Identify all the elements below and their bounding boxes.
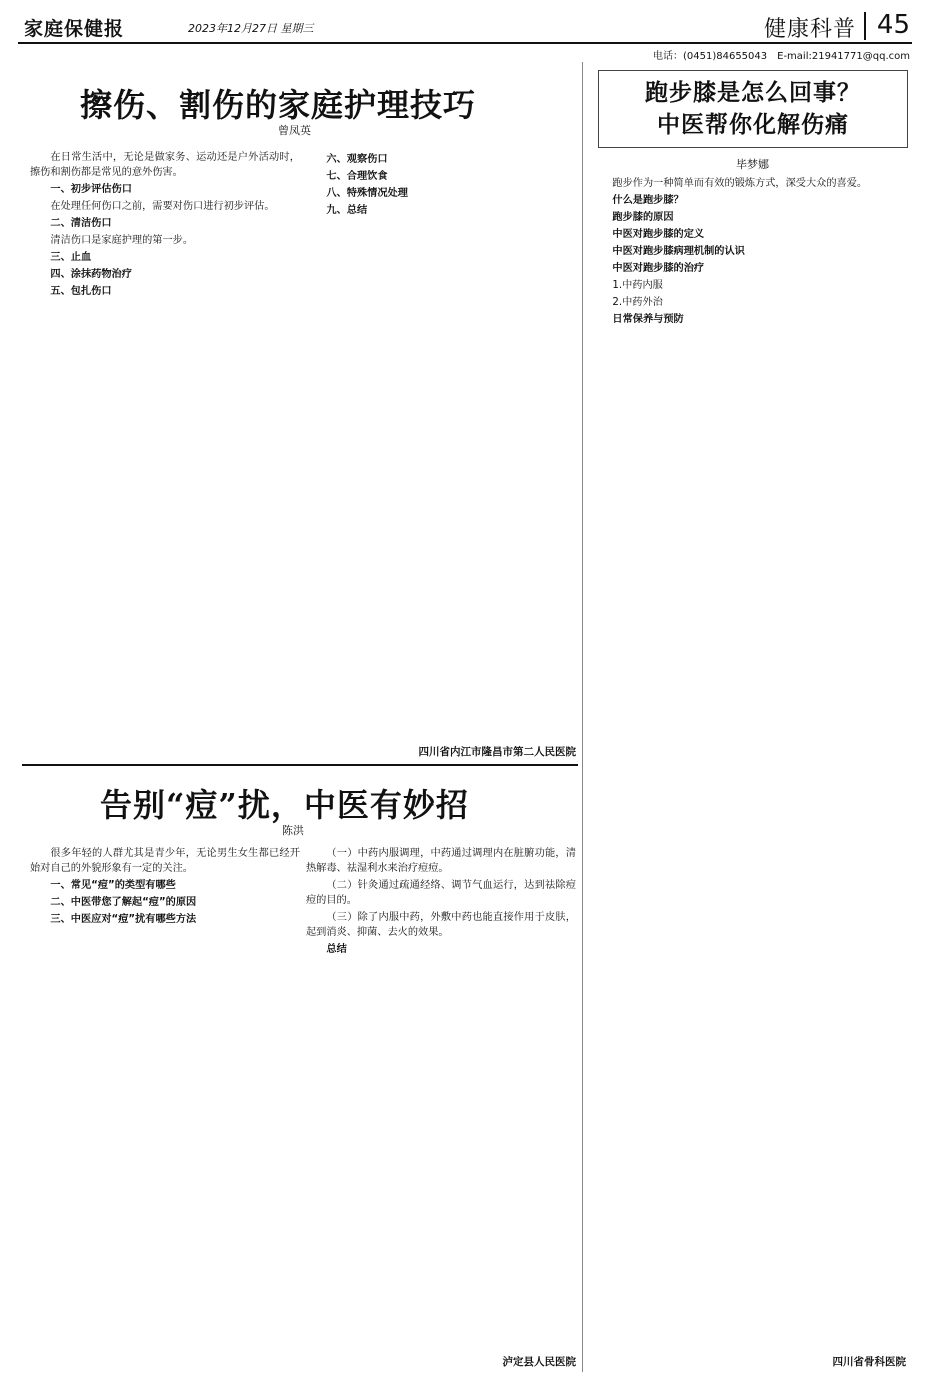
paragraph: 1.中药内服 [612,280,663,291]
paragraph: 清洁伤口是家庭护理的第一步。 [50,235,194,246]
masthead-divider [864,12,866,40]
article1-affiliation: 四川省内江市隆昌市第二人民医院 [418,746,576,758]
article2-affiliation: 泸定县人民医院 [502,1356,576,1368]
section-heading: 日常保养与预防 [612,314,684,325]
contact-info: 电话：(0451)84655043 E-mail:21941771@qq.com [652,51,910,62]
article1-column-1 [30,150,300,730]
section-heading: 六、观察伤口 [326,154,388,165]
article3-author: 毕梦娜 [736,158,769,171]
paragraph: （三）除了内服中药，外敷中药也能直接作用于皮肤，起到消炎、抑菌、去火的效果。 [306,912,576,938]
section-name: 健康科普 [763,17,856,42]
section-heading: 八、特殊情况处理 [326,188,408,199]
article1-title: 擦伤、割伤的家庭护理技巧 [80,86,477,124]
section-heading: 二、中医带您了解起“痘”的原因 [50,897,197,908]
section-heading: 跑步膝的原因 [612,212,674,223]
article2-title: 告别“痘”扰，中医有妙招 [100,786,469,824]
article2-column-1 [30,846,300,1366]
section-heading: 九、总结 [326,205,368,216]
paragraph: （二）针灸通过疏通经络、调节气血运行，达到祛除痘痘的目的。 [306,880,576,906]
section-heading: 一、常见“痘”的类型有哪些 [50,880,176,891]
article2-author: 陈洪 [282,824,304,837]
article2-column-2 [306,846,576,1346]
section-heading: 二、清洁伤口 [50,218,112,229]
article3-affiliation: 四川省骨科医院 [832,1356,906,1368]
paragraph: 在处理任何伤口之前，需要对伤口进行初步评估。 [50,201,275,212]
paragraph: 2.中药外治 [612,297,663,308]
section-heading: 中医对跑步膝的定义 [612,229,705,240]
section-heading: 七、合理饮食 [326,171,388,182]
paragraph: 很多年轻的人群尤其是青少年，无论男生女生都已经开始对自己的外貌形象有一定的关注。 [30,848,300,874]
section-heading: 什么是跑步膝？ [612,195,684,206]
section-heading: 中医对跑步膝的治疗 [612,263,705,274]
article1-author: 曾凤英 [278,124,311,137]
section-heading: 四、涂抹药物治疗 [50,269,132,280]
section-heading: 一、初步评估伤口 [50,184,132,195]
paragraph: 在日常生活中，无论是做家务、运动还是户外活动时，擦伤和割伤都是常见的意外伤害。 [30,152,300,178]
article1-column-2 [306,150,576,730]
paragraph: （一）中药内服调理，中药通过调理内在脏腑功能，清热解毒、祛湿利水来治疗痘痘。 [306,848,576,874]
section-heading: 总结 [326,944,347,955]
article3-body [592,176,910,1346]
masthead [18,10,912,44]
section-heading: 三、中医应对“痘”扰有哪些方法 [50,914,197,925]
paper-name: 家庭保健报 [24,18,125,40]
article3-title-line2: 中医帮你化解伤痛 [657,111,849,138]
issue-date: 2023年12月27日 星期三 [188,22,314,35]
column-rule [582,62,583,1372]
section-heading: 三、止血 [50,252,92,263]
paragraph: 跑步作为一种简单而有效的锻炼方式，深受大众的喜爱。 [612,178,868,189]
section-heading: 五、包扎伤口 [50,286,112,297]
section-heading: 中医对跑步膝病理机制的认识 [612,246,745,257]
page-number: 45 [876,10,910,40]
article3-title-line1: 跑步膝是怎么回事？ [645,79,861,106]
article3-title-box [598,70,908,148]
article-divider [22,764,578,766]
